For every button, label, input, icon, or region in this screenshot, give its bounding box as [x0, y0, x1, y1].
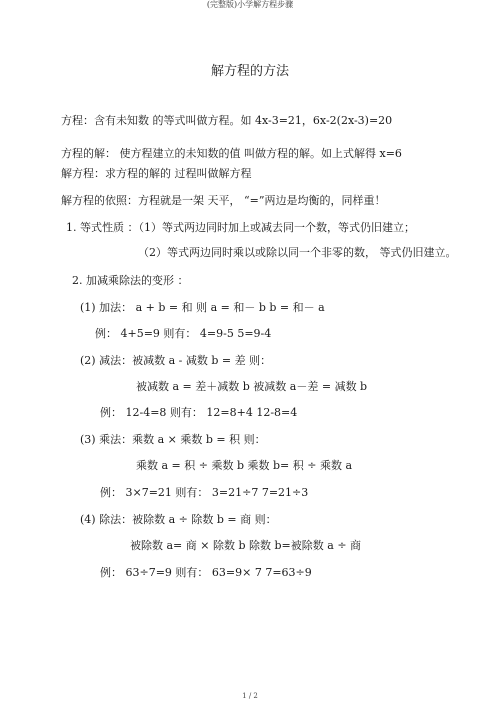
addition-rule: (1) 加法： a + b = 和 则 a = 和－ b b = 和－ a — [80, 301, 325, 314]
multiplication-rule: (3) 乘法：乘数 a × 乘数 b = 积 则： — [80, 433, 266, 446]
subtraction-example: 例： 12-4=8 则有： 12=8+4 12-8=4 — [100, 406, 298, 419]
division-rule: (4) 除法：被除数 a ÷ 除数 b = 商 则： — [80, 513, 277, 526]
property-item-2: （2）等式两边同时乘以或除以同一个非零的数， 等式仍旧建立。 — [138, 246, 457, 259]
running-header: (完整版)小学解方程步骤 — [206, 0, 294, 9]
definition-equation: 方程：含有未知数 的等式叫做方程。如 4x-3=21，6x-2(2x-3)=20 — [61, 114, 393, 127]
division-example: 例： 63÷7=9 则有： 63=9× 7 7=63÷9 — [100, 566, 312, 579]
multiplication-example: 例： 3×7=21 则有： 3=21÷7 7=21÷3 — [100, 486, 309, 499]
addition-example: 例： 4+5=9 则有： 4=9-5 5=9-4 — [95, 327, 272, 340]
page-number: 1 / 2 — [242, 692, 258, 700]
definition-solving: 解方程：求方程的解的 过程叫做解方程 — [61, 167, 252, 180]
section-heading-transformations: 2. 加减乘除法的变形 ： — [72, 274, 189, 287]
multiplication-derived: 乘数 a = 积 ÷ 乘数 b 乘数 b= 积 ÷ 乘数 a — [136, 459, 353, 472]
definition-solution: 方程的解： 使方程建立的未知数的值 叫做方程的解。如上式解得 x=6 — [61, 147, 402, 160]
page-title: 解方程的方法 — [210, 64, 289, 79]
division-derived: 被除数 a= 商 × 除数 b 除数 b=被除数 a ÷ 商 — [130, 539, 362, 552]
subtraction-rule: (2) 减法：被减数 a - 减数 b = 差 则： — [80, 354, 272, 367]
property-item-1: 1. 等式性质 ：（1）等式两边同时加上或减去同一个数，等式仍旧建立； — [66, 221, 415, 234]
basis-balance: 解方程的依照：方程就是一架 天平， “=”两边是均衡的，同样重！ — [61, 194, 386, 207]
subtraction-derived: 被减数 a = 差＋减数 b 被减数 a－差 = 减数 b — [136, 380, 368, 393]
